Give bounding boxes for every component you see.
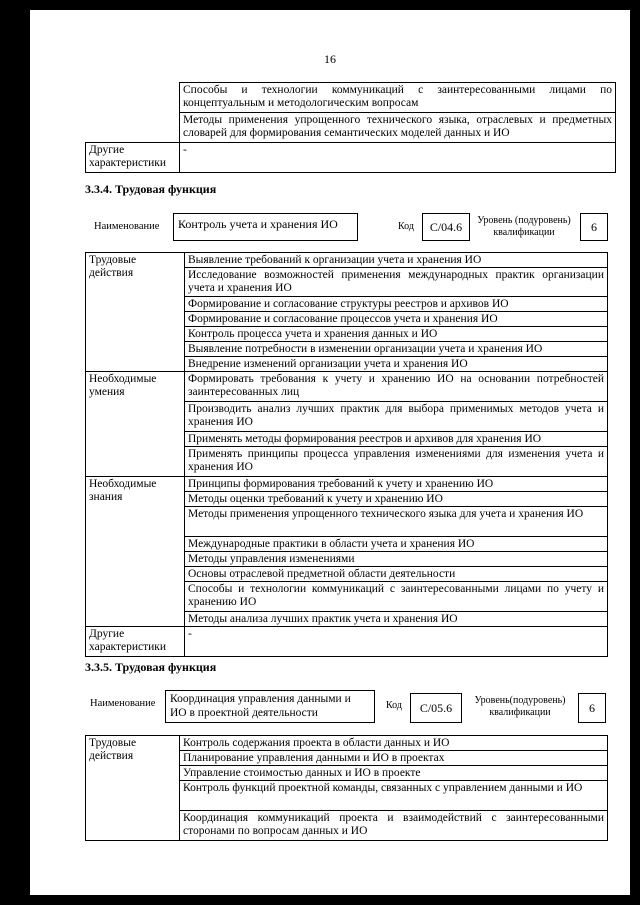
table-row: Формировать требования к учету и хранению ИО на основании потребностей заинтересованных лиц [185,372,608,402]
table-row: Управление стоимостью данных и ИО в проекте [180,766,608,781]
table-row: Исследование возможностей применения международных практик организации учета и хранения ИО [185,268,608,297]
table-row: Способы и технологии коммуникаций с заинтересованными лицами по учету и хранению ИО [185,582,608,612]
level-box: 6 [580,213,608,241]
table-row: Методы управления изменениями [185,552,608,567]
level-label-line2: квалификации [489,707,551,718]
table-row: Выявление потребности в изменении организации учета и хранения ИО [185,342,608,357]
level-label-line1: Уровень(подуровень) [474,695,566,706]
table-row: Выявление требований к организации учета и хранения ИО [185,253,608,268]
other-characteristics-label: Другие характеристики [86,627,185,657]
table-row: Методы анализа лучших практик учета и хранения ИО [185,612,608,627]
table-row: Международные практики в области учета и хранения ИО [185,537,608,552]
table-row: Основы отраслевой предметной области деятельности [185,567,608,582]
actions-label: Трудовые действия [86,736,180,841]
code-label: Код [386,700,402,711]
table-row: Производить анализ лучших практик для выбора применимых методов учета и хранения ИО [185,402,608,432]
table-row: Координация коммуникаций проекта и взаимодействий с заинтересованными сторонами по вопросам данных и ИО [180,811,608,841]
code-box: C/05.6 [410,693,462,723]
document-page [30,10,630,895]
table-row: Контроль функций проектной команды, связанных с управлением данными и ИО [180,781,608,811]
skills-label: Необходимые умения [86,372,185,477]
level-label-line1: Уровень (подуровень) [477,215,571,226]
table-row: Планирование управления данными и ИО в проектах [180,751,608,766]
name-label: Наименование [94,221,160,232]
table-row: Применять методы формирования реестров и архивов для хранения ИО [185,432,608,447]
table-row: Формирование и согласование процессов учета и хранения ИО [185,312,608,327]
table-row: Формирование и согласование структуры реестров и архивов ИО [185,297,608,312]
table-row: Методы применения упрощенного технического языка, отраслевых и предметных словарей для формирования семантических моделей данных и ИО [180,113,616,143]
other-characteristics-value: - [185,627,608,657]
table-row: Внедрение изменений организации учета и хранения ИО [185,357,608,372]
table-row: Контроль процесса учета и хранения данных и ИО [185,327,608,342]
section-heading-335: 3.3.5. Трудовая функция [85,660,217,674]
function-table-335 [85,735,608,841]
other-characteristics-value: - [180,143,616,173]
table-row: Методы применения упрощенного технического языка для учета и хранения ИО [185,507,608,537]
knowledge-label: Необходимые знания [86,477,185,627]
table-row: Методы оценки требований к учету и хранению ИО [185,492,608,507]
level-label [470,695,570,719]
level-box: 6 [578,693,606,723]
actions-label: Трудовые действия [86,253,185,372]
top-continuation-table [85,82,616,173]
table-row: Принципы формирования требований к учету и хранению ИО [185,477,608,492]
code-box: C/04.6 [422,213,470,241]
function-table-334 [85,252,608,657]
page-number: 16 [324,52,336,66]
function-name-box: Контроль учета и хранения ИО [173,213,358,241]
table-row: Применять принципы процесса управления изменениями для изменения учета и хранения ИО [185,447,608,477]
level-label-line2: квалификации [493,227,555,238]
function-name-box: Координация управления данными и ИО в проектной деятельности [165,690,375,723]
name-label: Наименование [90,698,156,709]
section-heading-334: 3.3.4. Трудовая функция [85,182,217,196]
level-label [476,215,572,239]
table-row: Способы и технологии коммуникаций с заинтересованными лицами по концептуальным и методологическим вопросам [180,83,616,113]
table-row: Контроль содержания проекта в области данных и ИО [180,736,608,751]
code-label: Код [398,221,414,232]
empty-label-cell [86,113,180,143]
empty-label-cell [86,83,180,113]
other-characteristics-label: Другие характеристики [86,143,180,173]
